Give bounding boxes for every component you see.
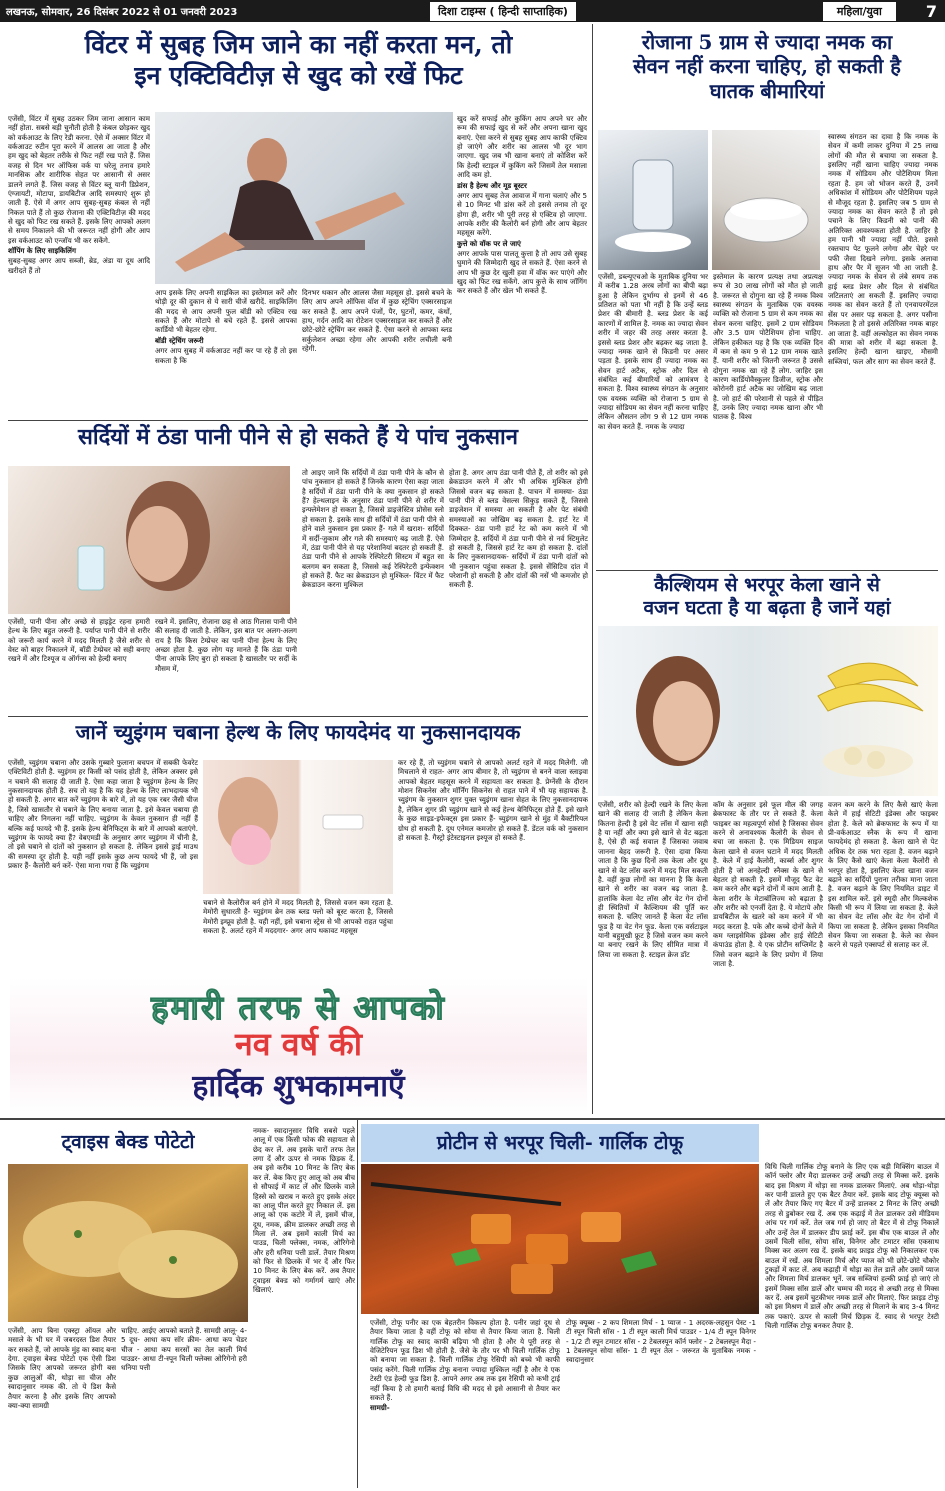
salt-col1 xyxy=(598,272,708,567)
salt-bowl-illustration xyxy=(712,130,820,270)
gym-title-line1: विंटर में सुबह जिम जाने का नहीं करता मन, तो xyxy=(84,30,513,59)
tofu-recipe-title: प्रोटीन से भरपूर चिली- गार्लिक टोफू xyxy=(361,1124,759,1162)
gym-col3-text: दिनभर थकान और आलस जैसा महसूस हो. इससे बचने के लिए आप अपने ऑफिस वॉश में कुछ स्ट्रेचिंग एक्सरसाइज कर सकते हैं. आप अपने पंजों, पैर, घुटनों, कमर, कंधों, हाथ, गर्दन आदि का रोटेशन एक्सरसाइज कर सकते हैं और छोटे-छोटे स्ट्रेचिंग कर सकते हैं. ऐसा करने से आपका ब्लड सर्कुलेशन अच्छा रहेगा और आपकी शरीर लचीली बनी रहेगी. xyxy=(302,288,452,354)
masthead-date: लखनऊ, सोमवार, 26 दिसंबर 2022 से 01 जनवरी 2023 xyxy=(6,7,238,18)
cold-water-col2-text: रखने में. इसलिए, रोजाना छह से आठ गिलास पानी पीने की सलाह दी जाती है. लेकिन, इस बात पर अलग-अलग राय है कि किस टेम्प्रेचर का पानी पीना हेल्थ के लिए अच्छा होता है. कुछ लोग यह मानते हैं कि ठंडा पानी पीना आपके लिए बुरा हो सकता है खासतौर पर सर्दी के मौसम में, xyxy=(155,617,297,673)
tofu-method-text: विधि चिली गार्लिक टोफू बनाने के लिए एक बड़ी मिक्सिंग बाउल में कॉर्न फ्लोर और मैदा डालकर उन्हें अच्छी तरह से मिक्स करें. इसके बाद इस मिश्रण में थोड़ा सा नमक डालकर मिलाएं. अब थोड़ा-थोड़ा कर पानी डालते हुए एक बैटर तैयार करें. इसके बाद टोफू क्यूब्स को लें और तैयार किए गए बैटर में उन्हें डालकर 2 मिनट के लिए अच्छी तरह से डुबोकर रख दें. अब एक कढ़ाई में तेल डालकर उसे मीडियम आंच पर गर्म करें. तेल जब गर्म हो जाए तो बैटर में से टोफू निकालें और उन्हें तेल में डालकर डीप फ्राई करें. इस बीच एक बाउल लें और उसमें चिली सॉस, सोया सॉस, विनेगर और टमाटर सॉस एकसाथ मिक्स कर अलग रख दें. इसके बाद फ्राइड टोफू को निकालकर एक बाउल में रखें. अब शिमला मिर्च और प्याज को भी छोटे-छोटे चौकोर टुकड़ों में काट लें. अब कढ़ाही में थोड़ा का तेल डालें और उसमें प्याज और शिमला मिर्च डालकर भूनें. जब सब्जियां हल्की फ्राई हो जाएं तो इसमें मिक्स सॉस डालें और चम्मच की मदद से अच्छी तरह से मिक्स कर दें. अब इसमें चुटकीभर नमक डालें और मिलाएं. फिर फ्राइड टोफू को इस मिश्रण में डालें और अच्छी तरह से मिलाने के बाद 3-4 मिनट तक पकाएं. ऊपर से काली मिर्च छिड़क दें. स्वाद से भरपूर टेस्टी चिली गार्लिक टोफू बनकर तैयार है. xyxy=(765,1162,939,1331)
salt-title-line1: रोजाना 5 ग्राम से ज्यादा नमक का xyxy=(641,30,893,54)
gym-col4 xyxy=(457,114,587,416)
divider xyxy=(357,1120,358,1488)
salt-title-line2: सेवन नहीं करना चाहिए, हो सकती है xyxy=(633,54,901,79)
salt-col2-text: इस्तेमाल के कारण प्रत्यक्ष तथा अप्रत्यक्ष रूप से 30 लाख लोगों को मौत हो जाती है. जरूरत से दोगुना खा रहे हैं नमक विश्व स्वास्थ्य संगठन के मुताबिक एक वयस्क व्यक्ति को रोजाना 5 ग्राम से कम नमक का सेवन करना चाहिए. इसमें 2 ग्राम सोडियम और 3.5 ग्राम पोटैशियम होना चाहिए. लेकिन हकीकत यह है कि एक व्यक्ति दिन में कम से कम 9 से 12 ग्राम नमक खाते हैं. यानी शरीर को जितनी जरूरत है उससे दोगुना नमक खा रहे हैं लोग. जाहिर इस कारण कार्डियोवैस्कुलर डिजीज, स्ट्रोक और कोरोनरी हार्ट अटैक का जोखिम बढ़ जाता है. जो हार्ट की परेशानी से पहले से पीड़ित हैं, उनके लिए ज्यादा नमक खाना और भी घातक है. विश्व xyxy=(713,272,823,422)
banana-title-line2: वजन घटता है या बढ़ता है जानें यहां xyxy=(643,597,891,620)
divider xyxy=(8,716,588,717)
banana-col3 xyxy=(828,800,938,1112)
divider xyxy=(592,24,593,1114)
gum-col3 xyxy=(398,758,588,976)
cold-water-col4-text: होता है. अगर आप ठंडा पानी पीते हैं, तो शरीर को इसे ब्रेकडाउन करने में और भी अधिक मुश्किल होगी जिससे वजन बढ़ सकता है. पाचन में समस्या- ठंडा पानी पीने से ब्लड वेसल्स सिकुड़ सकते हैं, जिससे डाइजेशन में समस्या आ सकती है और पेट संबंधी समस्याओं का जोखिम बढ़ सकता है. हार्ट रेट में दिक्कत- ठंडा पानी हार्ट रेट को कम करने में भी जिम्मेदार है. सर्दियों में ठंडा पानी पीने से नर्व स्टिमुलेट हो सकती है, जिससे हार्ट रेट कम हो सकता है. दांतों के लिए नुकसानदायक- सर्दियों में ठंडा पानी दांतों को भी नुकसान पहुंचा सकता है. इससे सेंसिटिव दांत में परेशानी हो सकती है और दांतों की नसें भी कमजोर हो सकती हैं. xyxy=(449,468,588,590)
gym-col2-text: आप इसके लिए अपनी साइकिल का इस्तेमाल करें और थोड़ी दूर की दुकान से ये सारी चीजें खरीदें. साइकिलिंग की मदद से आप अपनी फुल बॉडी को एक्टिव रख सकते हैं और मोटापे से बचे रहते हैं. इससे आपका कार्डियो भी बेहतर रहेगा. xyxy=(155,288,297,335)
tofu-col1 xyxy=(370,1318,560,1486)
gym-col4-text-2: अगर आप सुबह तेज आवाज में गाना चलाएं और 5 से 10 मिनट भी डांस करें तो इससे तनाव तो दूर होगा ही, शरीर भी पूरी तरह से एक्टिव हो जाएगा. आपके शरीर की कैलोरी बर्न होगी और आप बेहतर महसूस करेंगे. xyxy=(457,190,587,238)
banner-line3: हार्दिक शुभकामनाएँ xyxy=(192,1069,405,1104)
salt-col3-text: स्वास्थ्य संगठन का दावा है कि नमक के सेवन में कमी लाकर दुनिया में 25 लाख लोगों की मौत से बचाया जा सकता है. इसलिए नहीं खाना चाहिए ज्यादा नमक नमक में सोडियम और पोटैशियम मिला रहता है. हम जो भोजन करते हैं, उनमें अधिकांश में सोडियम और पोटैशियम पहले से मौजूद रहता है. इसलिए जब 5 ग्राम से ज्यादा नमक का सेवन करते हैं तो इसे पचाने के लिए किडनी को पानी की अतिरिक्त आवश्यकता होती है. जाहिर है हम पानी भी ज्यादा नहीं पीते. इससे रक्तचाप पेट फूलने लगेगा और चेहरे पर पफी जैसा दिखने लगेगा. इसके अलावा हाथ और पैर में सूजन भी आ जाती है. ज्यादा नमक के सेवन से लंबे समय तक हाई ब्लड प्रेशर और दिल से संबंधित जटिलताएं आ सकती हैं. इसलिए ज्यादा नमक का सेवन करते हैं तो एनवायरमेंटल सेंस पर असर पड़ सकता है. अगर पसीना निकलता है तो इससे अतिरिक्त नमक बाहर आ जाता है. वहीं अल्कोहल का सेवन नमक की मात्रा को शरीर में बढ़ा सकता है. इसलिए हेल्दी खाना खाइए, मौसमी सब्जियां, फल और साग का सेवन करते हैं. xyxy=(828,132,938,366)
woman-eating-banana-photo xyxy=(598,626,938,796)
salt-photo-1 xyxy=(598,130,708,270)
exercise-illustration xyxy=(155,112,453,284)
cold-water-col1 xyxy=(8,617,150,713)
cold-water-col3 xyxy=(302,468,444,713)
gym-subhead-cycling: शॉपिंग के लिए साइकिलिंग xyxy=(8,246,76,256)
gym-col3 xyxy=(302,288,452,416)
cold-water-col1-text: एजेंसी, पानी पीना और अच्छे से हाइड्रेट रहना हमारी हेल्थ के लिए बहुत जरूरी है. पर्याप्त पानी पीने से शरीर को जरूरी कार्य करने में मदद मिलती है जैसे शरीर से वेस्ट को बाहर निकालने में, बॉडी टेम्प्रेचर को सही बनाए रखने में और टिश्यूज व ऑर्गन्स को हेल्दी बनाए xyxy=(8,617,150,664)
chili-garlic-tofu-photo xyxy=(361,1164,759,1314)
salt-photo-2 xyxy=(712,130,820,270)
gym-col4-text-3: अगर आपके पास पालतू कुत्ता है तो आप उसे सुबह घुमाने की जिम्मेदारी खुद ले सकते हैं. ऐसा करने से आप भी कुछ देर खुली हवा में वॉक कर पाएंगे और खुद को फिट रख सकेंगे. आप कुत्ते के साथ जॉगिंग कर सकते हैं और खेल भी सकते हैं. xyxy=(457,249,587,296)
banana-title-line1: कैल्शियम से भरपूर केला खाने से xyxy=(654,574,880,596)
banana-col3-text: वजन कम करने के लिए कैसे खाएं केला केले में हाई सेटिटी इंडेक्स और फाइबर होता है. केले को ब्रेकफास्ट के रूप में या प्री-वर्कआउट स्नैक के रूप में खाना फायदेमंद हो सकता है. केला खाने से पेट अधिक देर तक भरा रहता है. वजन बढ़ाने के लिए कैसे खाएं केला केला कैलोरी से भरपूर होता है, इसलिए केला खाना वजन बढ़ाने का सर्दियों पुराना तरीका माना जाता है. वजन बढ़ाने के लिए नियमित डाइट में इस शामिल करें. इसे स्मूदी और मिल्कशेक किसी भी रूप में लिया जा सकता है. केले का सेवन वेट लॉस और वेट गेन दोनों में किया जा सकता है. लेकिन इसका नियमित सेवन किया जा सकता है. केले का सेवन करने से पहले एक्सपर्ट से सलाह कर लें. xyxy=(828,800,938,950)
banana-illustration xyxy=(598,626,938,796)
gum-illustration xyxy=(203,760,393,894)
potato-col2 xyxy=(121,1326,247,1486)
tofu-col2 xyxy=(566,1318,756,1486)
salt-title-line3: घातक बीमारियां xyxy=(709,78,825,103)
potato-col2-text: चाहिए. आईए आपको बताते हैं. सामग्री आलू- 4-5 दूध- आधा कप सॉर क्रीम- आधा कप चेडर चीज - आधा कप सरसों का तेल काली मिर्च पाउडर- आधा टी-स्पून चिली फ्लेक्स ओरिगेनो हरी धनिया पत्ती xyxy=(121,1326,247,1373)
cold-water-title: सर्दियों में ठंडा पानी पीने से हो सकते हैं ये पांच नुकसान xyxy=(78,424,518,450)
banana-col1-text: एजेंसी, शरीर को हेल्दी रखने के लिए केला खाने की सलाह दी जाती है लेकिन केला कितना हेल्दी है इसे वेट लॉस में खाना सही है या नहीं और क्या इसे खाने से वेट बढ़ता है, ऐसे ही कई सवाल हैं जिसका जवाब जानना बेहद जरूरी है. ऐसा दावा किया जाता है कि कुछ दिनों तक केला और दूध खाने से वेट लॉस करने में मदद मिल सकती है. वहीं कुछ लोगों का मानना है कि केला खाने से शरीर का वजन बढ़ जाता है. हालांकि केला वेट लॉस और वेट गेन दोनों ही स्थितियों में कैल्शियम की पूर्ति कर सकता है. चलिए जानते हैं केला वेट लॉस फूड है या वेट गेन फूड. केला एक वर्सटाइल यानी बहुमुखी फ्रूट है जिसे वजन कम करने या बनाए रखने के लिए सीमित मात्रा में लिया जा सकता है. स्टाइल क्रेज डॉट xyxy=(598,800,708,959)
divider xyxy=(596,570,938,571)
woman-drinking-water-photo xyxy=(8,466,290,614)
new-year-greeting-banner xyxy=(10,978,587,1112)
masthead-paper-name: दिशा टाइम्स ( हिन्दी साप्ताहिक) xyxy=(430,2,576,21)
gym-subhead-dog: कुत्ते को वॉक पर ले जाएं xyxy=(457,238,521,248)
gum-col1 xyxy=(8,758,198,976)
tofu-col3 xyxy=(765,1162,939,1486)
potato-col3 xyxy=(253,1126,355,1486)
potato-col1 xyxy=(8,1326,116,1486)
page-number: 7 xyxy=(925,1,937,21)
chewing-gum-title: जानें च्युइंगम चबाना हेल्थ के लिए फायदेमंद या नुकसानदायक xyxy=(75,720,521,744)
banana-col2 xyxy=(713,800,823,1112)
cold-water-col4 xyxy=(449,468,588,713)
gum-col1-text: एजेंसी, च्युइंगम चबाना और उसके गुब्बारे फुलाना बचपन में सबकी फेवरेट एक्टिविटी होती है. च्युइंगम हर किसी को पसंद होती है, लेकिन अक्सर इसे न चबाने की सलाह दी जाती है. ऐसा कहा जाता है च्युइंगम हेल्थ के लिए नुकसानदायक होती है. सच तो यह है कि यह हेल्थ के लिए लाभदायक भी हो सकती है. अगर बात करें च्युइंगम के बारे में, तो यह एक रबर जैसी चीज है, जिसे खासतौर से चबाने के लिए बनाया जाता है. इसे केवल चबाया ही चाहिए और निगलना नहीं चाहिए. च्युइंगम के केवल नुकसान ही नहीं हैं बल्कि कई फायदे भी हैं. इसके हेल्थ बेनिफिट्स के बारे में आपको बताएंगे. च्युइंगम के फायदे क्या हैं? वेबएमडी के अनुसार अगर च्युइंगम में चीनी है, तो इसे चबाने से दांतों को नुकसान हो सकता है. लेकिन इससे ड्राई माउथ की समस्या दूर होती है. यही नहीं इसके कुछ अन्य फायदे भी हैं, जो इस प्रकार हैं- कैलोरी बर्न करें- ऐसा माना गया है कि च्युइंगम xyxy=(8,758,198,870)
gym-col2-text-2: अगर आप सुबह में वर्कआउट नहीं कर पा रहे हैं तो इस सकता है कि xyxy=(155,346,297,365)
drinking-illustration xyxy=(8,466,290,614)
potato-col3-text: नमक- स्वादानुसार विधि सबसे पहले आलू में एक किसी फोक की सहायता से छेद कर लें. अब इसके चारों तरफ तेल लगा दें और ऊपर से नमक छिड़क दें. अब इसे करीब 10 मिनट के लिए बेक कर लें. बेक किए हुए आलू को अब बीच से सौफाई में काट लें और छिलके वाले हिस्से को खराब न करते हुए इसके अंदर का आलू पील करते हुए निकाल लें. इस आलू को एक कटोरे में लें, इसमें चीज, दूध, नमक, क्रीम डालकर अच्छी तरह से मिला लें. अब इसमें काली मिर्च का पाउड, चिली फ्लेक्स, नमक, ओरिगेनो और हरी धनिया पत्ती डालें. तैयार मिश्रण को फिर से छिलके में भर दें और फिर 10 मिनट के लिए बेक करें. अब तैयार ट्वाइस बेक्ड को गर्मागर्म खाएं और खिलाएं. xyxy=(253,1126,355,1295)
salt-col3 xyxy=(828,132,938,567)
banner-line1: हमारी तरफ से आपको xyxy=(151,988,446,1027)
potato-col1-text: एजेंसी, आप बिना एक्स्ट्रा ऑयल और मसाले के भी घर में जबरदस्त डिश तैयार कर सकते हैं, जो आपके मुंह का स्वाद बना देगा. ट्वाइस बेक्ड पोटेटो एक ऐसी डिश जिसके लिए आपको जरूरत होगी बस कुछ आलुओं की, थोड़ा सा चीज और स्वादानुसार नमक की. तो ये डिश कैसे तैयार करना है और इसके लिए आपको क्या-क्या सामग्री xyxy=(8,1326,116,1410)
salt-col2 xyxy=(713,272,823,567)
tofu-ingredients-label: सामग्री- xyxy=(370,1403,390,1413)
banana-article-title xyxy=(596,574,938,620)
banana-col1 xyxy=(598,800,708,1112)
gym-col2 xyxy=(155,288,297,416)
salt-article-title xyxy=(596,30,938,103)
gym-col1-text-2: सुबह-सुबह अगर आप सब्जी, ब्रेड, अंडा या दूध आदि खरीदते हैं तो xyxy=(8,256,150,275)
gym-subhead-stretching: बॉडी स्ट्रेचिंग जरूरी xyxy=(155,335,204,345)
salt-shaker-illustration xyxy=(598,130,708,270)
gum-col2 xyxy=(203,898,393,976)
salt-col1-text: एजेंसी, डब्ल्यूएचओ के मुताबिक दुनिया भर में करीब 1.28 अरब लोगों का बीपी बढ़ा हुआ है लेकिन दुर्भाग्य से इनमें से 46 प्रतिशत को पता भी नहीं है कि उन्हें ब्लड प्रेशर की बीमारी है. ब्लड प्रेशर के कई कारणों में शामिल है. नमक का ज्यादा सेवन शरीर में जहर की तरह असर करता है. इससे ब्लड प्रेशर और बढ़कर बढ़ जाता है. ज्यादा नमक खाने से किडनी पर असर पड़ता है. इसके साथ ही ज्यादा नमक का सेवन हार्ट अटैक, स्ट्रोक और दिल से संबंधित कई बीमारियों को आमंत्रण दे सकता है. विश्व स्वास्थ्य संगठन के अनुसार एक वयस्क व्यक्ति को रोजाना 5 ग्राम से ज्यादा सोडियम का सेवन नहीं करना चाहिए लेकिन औसतन लोग 9 से 12 ग्राम नमक का सेवन करते हैं. नमक के ज्यादा xyxy=(598,272,708,431)
potato-illustration xyxy=(8,1164,248,1322)
bubble-gum-photo xyxy=(203,760,393,894)
gym-subhead-dance: डांस है हेल्थ और मूड बूस्टर xyxy=(457,180,527,190)
gym-article-title xyxy=(10,30,587,91)
masthead-section: महिला/युवा xyxy=(823,2,896,21)
gym-col1 xyxy=(8,114,150,416)
banana-col2-text: कॉम के अनुसार इसे फूल मील की जगह ब्रेकफास्ट के तौर पर ले सकते हैं. केला फाइबर का महत्वपूर्ण सोर्स है जिसका सेवन करने से अनावश्यक कैलोरी के सेवन से बचा जा सकता है. एक मिडियम साइज केला खाने से वजन घटाने में मदद मिलती है. केले में हाई कैलोरी, कार्ब्स और शुगर होती है जो अनहेल्दी स्नैक्स के खाने से बेहतर हो सकती है. इसमें मौजूद फैट वेट कम करने और बढ़ने दोनों में काम आती है. केला शरीर के मेटाबॉलिज्म को बढ़ाता है और शरीर को एनर्जी देता है. ये मोटापे और डायबिटीज के खतरे को कम करने में भी मदद करता है. पके और कच्चे दोनों केले में कम ग्लाइसेमिक इंडेक्स और हाई सेटिटी कंपाउंड होता है. ये एक प्रोटीन सप्लिमेंट है जिसे वजन बढ़ाने के लिए प्रयोग में लिया जाता है. xyxy=(713,800,823,969)
divider xyxy=(0,1118,945,1120)
gum-col2-text: चबाने से कैलोरीज बर्न होने में मदद मिलती है, जिससे वजन कम रहता है. मेमोरी सुधारती है- च्युइंगम ब्रेन तक ब्लड फ्लो को बूस्ट करता है, जिससे मेमोरी इम्प्रूव होती है. यही नहीं, इसे चबाना स्ट्रेस से भी आपको राहत पहुंचा सकता है. अलर्ट रहने में मददगार- अगर आप थकावट महसूस xyxy=(203,898,393,936)
potato-recipe-title: ट्वाइस बेक्ड पोटेटो xyxy=(8,1124,248,1160)
tofu-ingredients-list: टोफू क्यूब्स - 2 कप शिमला मिर्च - 1 प्याज - 1 अदरक-लहसुन पेस्ट -1 टी स्पून चिली सॉस - 1 टी स्पून काली मिर्च पाउडर - 1/4 टी स्पून विनेगर - 1/2 टी स्पून टमाटर सॉस - 2 टेबलस्पून कॉर्न फ्लोर - 2 टेबलस्पून मैदा - 1 टेबलस्पून सोया सॉस- 1 टी स्पून तेल - जरूरत के मुताबिक नमक - स्वादानुसार xyxy=(566,1318,756,1365)
gym-col4-text: खुद करें सफाई और कुकिंग आप अपने घर और रूम की सफाई खुद से करें और अपना खाना खुद बनाएं. ऐसा करने से सुबह सुबह आप काफी एक्टिव हो जाएंगे और शरीर का आलस भी दूर भाग जाएगा. खुद जब भी खाना बनाएं तो कोशिश करें कि हेल्दी स्टाइल में कुकिंग करें जिसमें तेल मसाला आदि कम हो. xyxy=(457,114,587,180)
gym-col1-text: एजेंसी, विंटर में सुबह उठकर जिम जाना आसान काम नहीं होता. सबसे बड़ी चुनौती होती है कंबल छोड़कर खुद को वर्कआउट के लिए रेडी करना. ऐसे में अक्सर विंटर में वर्कआउट रुटीन पूरा करने में आलस आ जाता है और हम खुद को बेहतर तरीके से फिट नहीं रख पाते हैं. जिस वजह से दिन भर ऑफिस वर्क या घरेलू तनाव हमारे मानसिक और शारीरिक सेहत पर आसानी से असर डालने लगते हैं. जिस वजह से विंटर ब्लू यानी डिप्रेशन, एंग्जायटी, मोटापा, डायबिटीज आदि समस्याएं शुरू हो जाती हैं. ऐसे में अगर आप सुबह-सुबह कंबल से नहीं निकल पाते हैं तो कुछ रोजाना की एक्टिविटीज़ की मदद से खुद को फिट रख सकते हैं. इसके लिए आपको अलग से समय निकालने की भी जरूरत नहीं होगी और आप इस वर्कआउट को एन्जॉय भी कर सकेंगे. xyxy=(8,114,150,245)
tofu-col1-text: एजेंसी, टोफू पनीर का एक बेहतरीन विकल्प होता है. पनीर जहां दूध से तैयार किया जाता है वहीं टोफू को सोया से तैयार किया जाता है. चिली गार्लिक टोफू का स्वाद काफी बढ़िया भी होता है और ये पूरी तरह से वेजिटेरियन फूड डिश भी होती है. जैसे के तौर पर भी चिली गार्लिक टोफू को बनाया जा सकता है. चिली गार्लिक टोफू रेसिपी को बच्चे भी काफी पसंद करेंगे. चिली गार्लिक टोफू बनाना ज्यादा मुश्किल नहीं है और ये एक टेस्टी एंड हेल्दी फूड डिश है. आपने अगर अब तक इस रेसिपी को कभी ट्राई नहीं किया है तो हमारी बताई विधि की मदद से इसे आसानी से तैयार कर सकते हैं. xyxy=(370,1318,560,1402)
banner-line2: नव वर्ष की xyxy=(235,1025,362,1063)
divider xyxy=(8,420,588,421)
cold-water-col2 xyxy=(155,617,297,713)
cold-water-col3-text: तो आइए जानें कि सर्दियों में ठंडा पानी पीने के कौन से पांच नुकसान हो सकते हैं जिनके कारण ऐसा कहा जाता है सर्दियों में ठंडा पानी पीने के क्या नुकसान हो सकते हैं? हेल्थलाइन के अनुसार ठंडा पानी पीने से शरीर में इन्फ्लेमेशन हो सकता है, जिससे डाइजेस्टिव प्रोसेस स्लो हो सकता है. इसके साथ ही सर्दियों में ठंडा पानी पीने से होने वाले नुकसान इस प्रकार हैं- गले में खराश- सर्दियों में सर्दी-जुकाम और गले की समस्याएं बढ़ जाती हैं. ऐसे में, ठंडा पानी पीने से यह परेशानियां बदतर हो सकती हैं. ठंडा पानी पीने से आपके रेस्पिरेटरी सिस्टम में बहुत सा बलगम बन सकता है, जिससे कई रेस्पिरेटरी इन्फेक्शन हो सकते हैं. फैट का ब्रेकडाउन हो मुश्किल- विंटर में फैट ब्रेकडाउन करना मुश्किल xyxy=(302,468,444,590)
woman-exercise-photo xyxy=(155,112,453,284)
gum-col3-text: कर रहे हैं, तो च्युइंगम चबाने से आपको अलर्ट रहने में मदद मिलेगी. जी मिचलाने से राहत- अगर आप बीमार है, तो च्युइंगम से बनने वाला स्लाइवा आपको बेहतर महसूस करने में सहायता कर सकता है. प्रेग्नेंसी के दौरान मोशन सिकनेस और मॉर्निंग सिकनेस से राहत पाने में भी यह सहायक है. च्युइंगम के नुकसान शुगर युक्त च्युइंगम खाना सेहत के लिए नुकसानदायक है, लेकिन शुगर फ्री च्युइंगम खाने से कई हेल्थ बेनिफिट्स होते हैं. इसे खाने के कुछ साइड-इफेक्ट्स इस प्रकार हैं- च्युइंगम खाने से मुंह में बैक्टीरियल ग्रोथ हो सकती है. दूथ एनेमल कमजोर हो सकते हैं. डेंटल वर्क को नुकसान हो सकता है. गैस्ट्रो इंटेस्टाइनल इश्यूज हो सकते हैं. xyxy=(398,758,588,842)
gym-title-line2: इन एक्टिविटीज़ से खुद को रखें फिट xyxy=(134,60,463,90)
masthead xyxy=(0,0,945,22)
tofu-illustration xyxy=(361,1164,759,1314)
baked-potato-photo xyxy=(8,1164,248,1322)
